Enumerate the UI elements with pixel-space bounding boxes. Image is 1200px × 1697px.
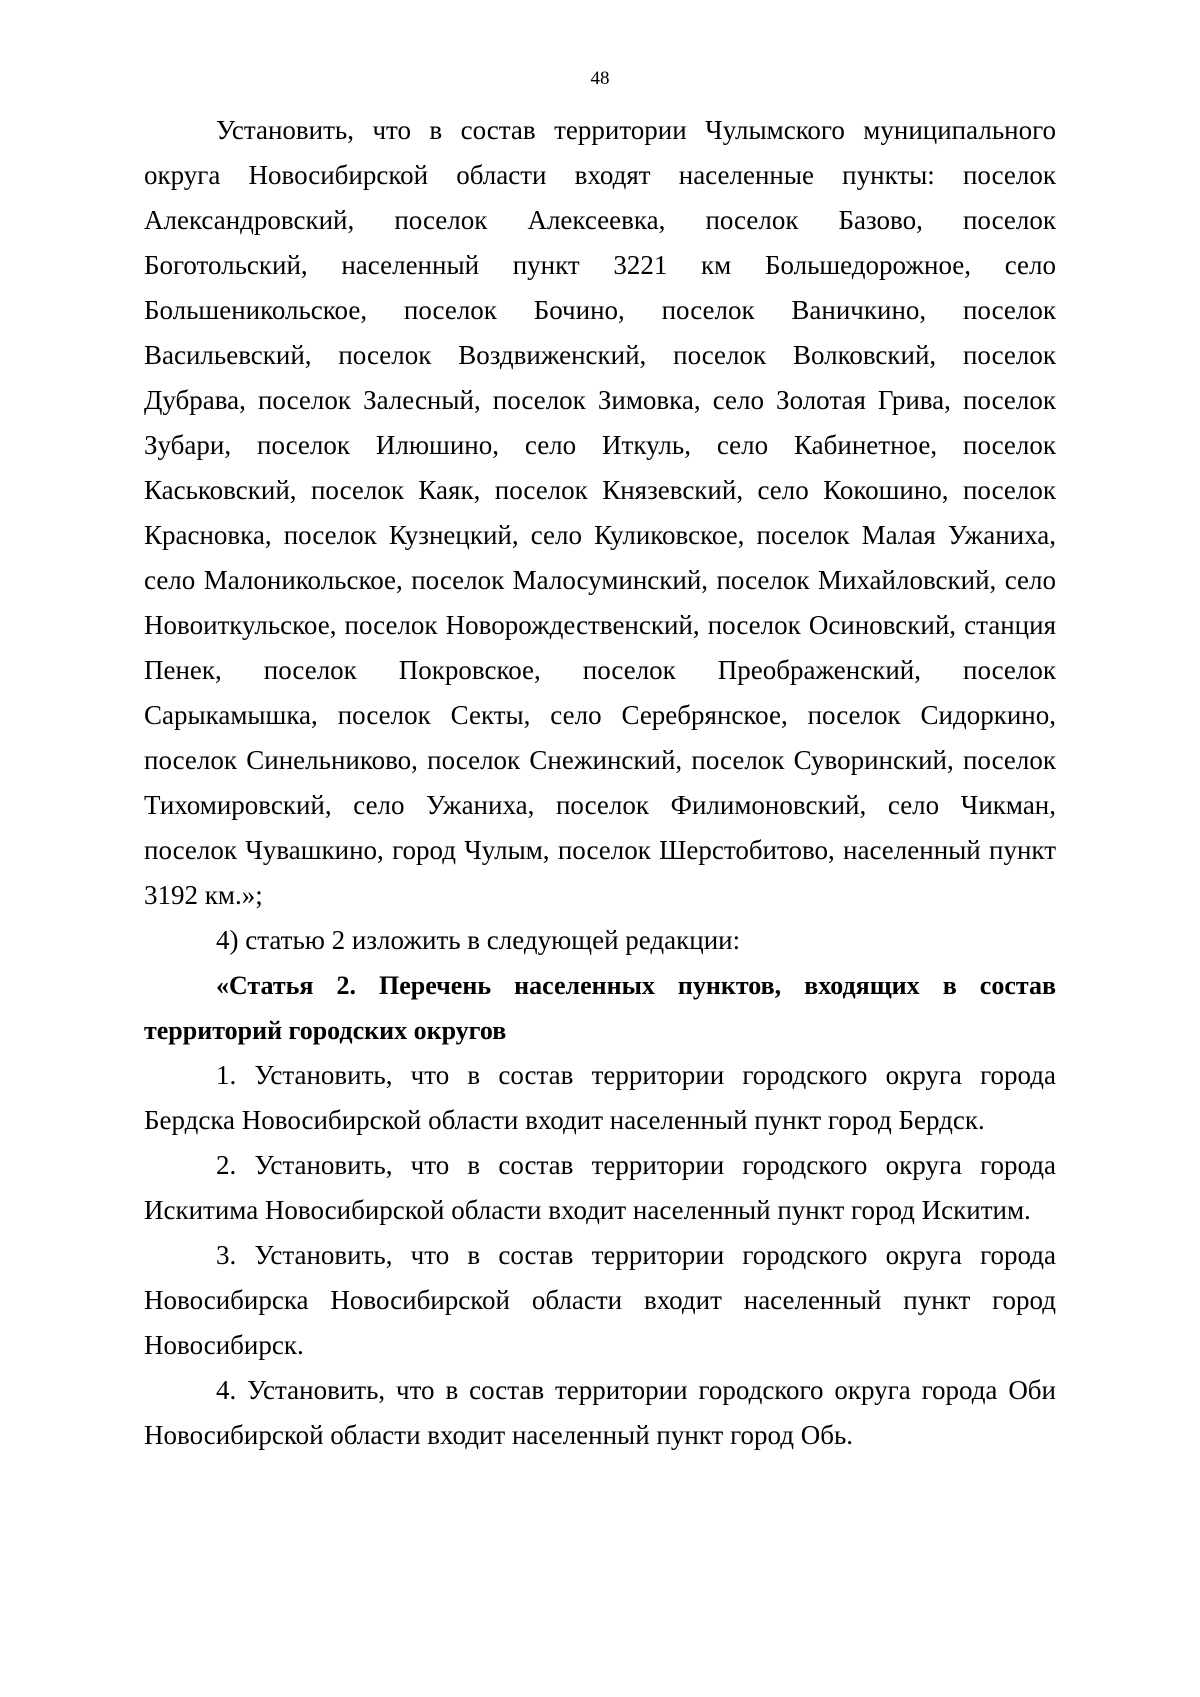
page-number: 48 bbox=[590, 68, 610, 89]
list-item: 3. Установить, что в состав территории городского округа города Новосибирска Новосибирской области входит населенный пункт город Новосибирск. bbox=[144, 1240, 1056, 1360]
paragraph-chulym-territory: Установить, что в состав территории Чулымского муниципального округа Новосибирской области входят населенные пункты: поселок Александровский, поселок Алексеевка, поселок Базово, поселок Боготольский, населенный пункт 3221 км Большедорожное, село Большеникольское, поселок Бочино, поселок Ваничкино, поселок Васильевский, поселок Воздвиженский, поселок Волковский, поселок Дубрава, поселок Залесный, поселок Зимовка, село Золотая Грива, поселок Зубари, поселок Илюшино, село Иткуль, село Кабинетное, поселок Каськовский, поселок Каяк, поселок Князевский, село Кокошино, поселок Красновка, поселок Кузнецкий, село Куликовское, поселок Малая Ужаниха, село Малоникольское, поселок Малосуминский, поселок Михайловский, село Новоиткульское, поселок Новорождественский, поселок Осиновский, станция Пенек, поселок Покровское, поселок Преображенский, поселок Сарыкамышка, поселок Секты, село Серебрянское, поселок Сидоркино, поселок Синельниково, поселок Снежинский, поселок Суворинский, поселок Тихомировский, село Ужаниха, поселок Филимоновский, село Чикман, поселок Чувашкино, город Чулым, поселок Шерстобитово, населенный пункт 3192 км.»; bbox=[144, 115, 1056, 910]
paragraph-amendment-instruction: 4) статью 2 изложить в следующей редакции: bbox=[216, 925, 741, 955]
list-item: 1. Установить, что в состав территории городского округа города Бердска Новосибирской области входит населенный пункт город Бердск. bbox=[144, 1060, 1056, 1135]
article-heading: «Статья 2. Перечень населенных пунктов, входящих в состав территорий городских округов bbox=[144, 971, 1056, 1045]
list-item: 4. Установить, что в состав территории городского округа города Оби Новосибирской области входит населенный пункт город Обь. bbox=[144, 1375, 1056, 1450]
document-body bbox=[144, 108, 1056, 1458]
list-item: 2. Установить, что в состав территории городского округа города Искитима Новосибирской области входит населенный пункт город Искитим. bbox=[144, 1150, 1056, 1225]
